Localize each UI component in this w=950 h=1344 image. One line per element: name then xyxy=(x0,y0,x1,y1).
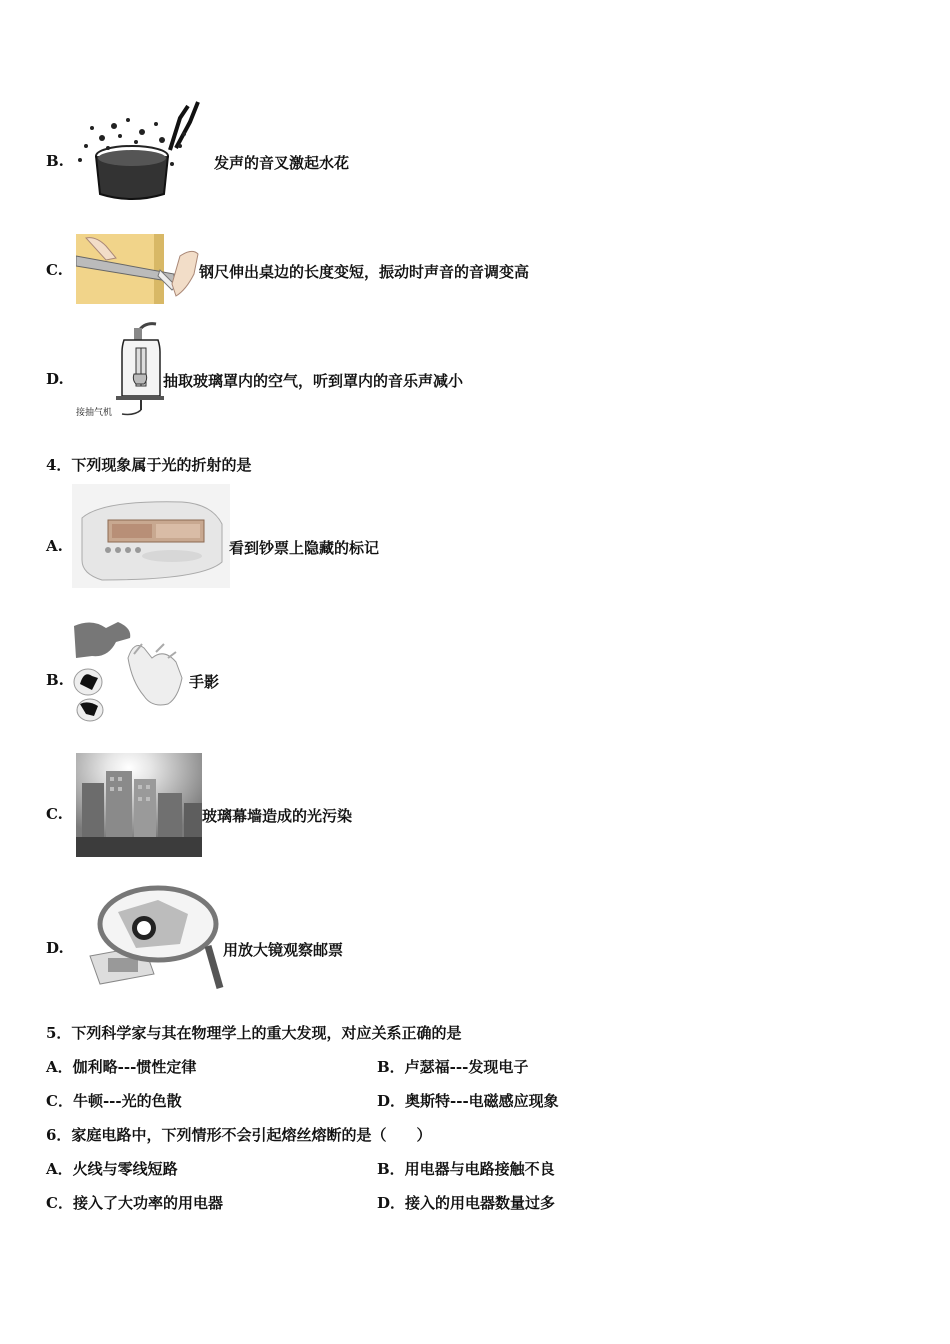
hand-shadow-figure xyxy=(72,618,188,724)
ruler-on-desk-figure xyxy=(76,234,200,304)
option-text-q3-d: 抽取玻璃罩内的空气，听到罩内的音乐声减小 xyxy=(163,372,464,390)
option-label-q4-b: B. xyxy=(46,671,64,689)
option-text-q4-d: 用放大镜观察邮票 xyxy=(223,941,344,959)
option-q6-c: C．接入了大功率的用电器 xyxy=(46,1194,223,1212)
option-label-q3-c: C. xyxy=(46,261,63,279)
option-text-q3-c: 钢尺伸出桌边的长度变短，振动时声音的音调变高 xyxy=(199,263,530,281)
question-5-stem: 5．下列科学家与其在物理学上的重大发现，对应关系正确的是 xyxy=(46,1024,462,1042)
option-label-q4-c: C. xyxy=(46,805,63,823)
option-q6-b: B．用电器与电路接触不良 xyxy=(377,1160,555,1178)
option-q5-b: B．卢瑟福---发现电子 xyxy=(377,1058,529,1076)
option-label-q3-d: D. xyxy=(46,370,64,388)
option-label-q4-d: D. xyxy=(46,939,64,957)
question-6-stem: 6．家庭电路中，下列情形不会引起熔丝熔断的是（ ） xyxy=(46,1126,432,1144)
magnifier-stamp-figure xyxy=(84,884,226,992)
option-text-q3-b: 发声的音叉激起水花 xyxy=(214,154,350,172)
option-text-q4-a: 看到钞票上隐藏的标记 xyxy=(229,539,380,557)
option-q5-a: A．伽利略---惯性定律 xyxy=(46,1058,197,1076)
option-label-q3-b: B. xyxy=(46,152,64,170)
option-q6-a: A．火线与零线短路 xyxy=(46,1160,178,1178)
option-label-q4-a: A. xyxy=(46,537,63,555)
option-text-q4-b: 手影 xyxy=(189,673,220,691)
figure-caption-air-pump: 接抽气机 xyxy=(76,408,113,418)
option-q6-d: D．接入的用电器数量过多 xyxy=(377,1194,556,1212)
option-q5-d: D．奥斯特---电磁感应现象 xyxy=(377,1092,559,1110)
option-q5-c: C．牛顿---光的色散 xyxy=(46,1092,182,1110)
tuning-fork-water-figure xyxy=(72,98,212,204)
glass-curtain-wall-figure xyxy=(76,753,202,857)
option-text-q4-c: 玻璃幕墙造成的光污染 xyxy=(202,807,353,825)
question-4-stem: 4．下列现象属于光的折射的是 xyxy=(46,456,252,474)
money-detector-figure xyxy=(72,484,230,588)
